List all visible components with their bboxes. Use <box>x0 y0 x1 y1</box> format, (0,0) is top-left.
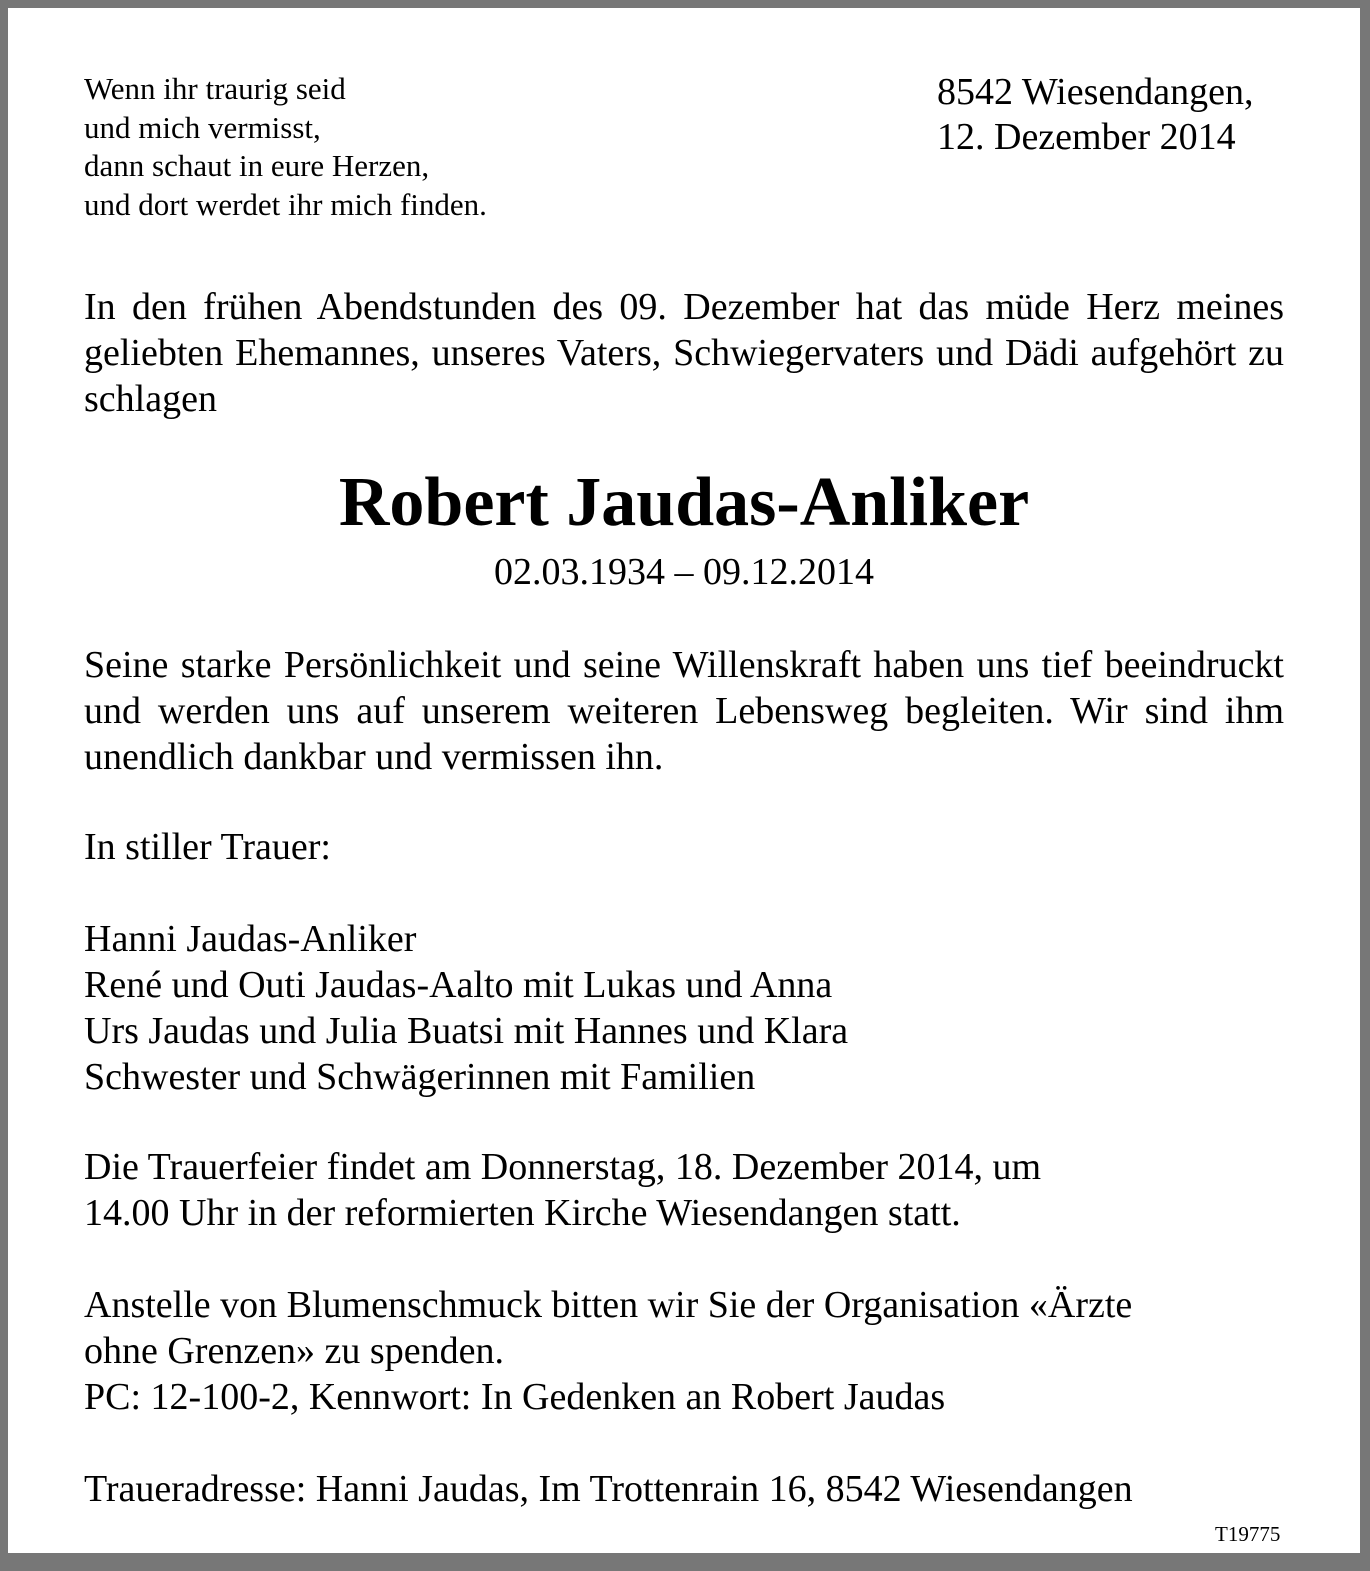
obituary-page <box>8 8 1360 1553</box>
donation-line: Anstelle von Blumenschmuck bitten wir Sie der Organisation «Ärzte <box>84 1284 1133 1326</box>
date-line: 12. Dezember 2014 <box>937 116 1236 158</box>
life-dates: 02.03.1934 – 09.12.2014 <box>494 551 874 593</box>
reference-code: T19775 <box>1215 1522 1281 1546</box>
motto-line: Wenn ihr traurig seid <box>84 71 346 106</box>
donation-account-line: PC: 12-100-2, Kennwort: In Gedenken an Robert Jaudas <box>84 1376 946 1418</box>
funeral-service-info <box>84 1144 1284 1236</box>
motto-line: und mich vermisst, <box>84 109 321 145</box>
motto-line: dann schaut in eure Herzen, <box>84 148 430 183</box>
motto-line: und dort werdet ihr mich finden. <box>84 186 487 222</box>
donation-info <box>84 1282 1284 1420</box>
tribute-paragraph: Seine starke Persönlichkeit und seine Willenskraft haben uns tief beeindruckt und werden uns auf unserem weiteren Lebensweg begleiten. Wir sind ihm unendlich dankbar und vermissen ihn. <box>84 644 1284 778</box>
mourner-entry: René und Outi Jaudas-Aalto mit Lukas und Anna <box>84 964 833 1006</box>
donation-line: ohne Grenzen» zu spenden. <box>84 1330 504 1372</box>
place-and-date <box>937 70 1253 160</box>
mourning-heading: In stiller Trauer: <box>84 826 331 868</box>
mourner-entry: Urs Jaudas und Julia Buatsi mit Hannes und Klara <box>84 1010 849 1052</box>
mourners-list <box>84 916 1284 1100</box>
service-line: 14.00 Uhr in der reformierten Kirche Wiesendangen statt. <box>84 1192 961 1234</box>
motto-verse <box>84 70 487 224</box>
deceased-name: Robert Jaudas-Anliker <box>338 464 1030 541</box>
service-line: Die Trauerfeier findet am Donnerstag, 18. Dezember 2014, um <box>84 1146 1042 1188</box>
mourner-entry: Schwester und Schwägerinnen mit Familien <box>84 1056 756 1098</box>
mourning-address: Traueradresse: Hanni Jaudas, Im Trottenrain 16, 8542 Wiesendangen <box>84 1468 1133 1510</box>
mourner-entry: Hanni Jaudas-Anliker <box>84 918 417 960</box>
place-line: 8542 Wiesendangen, <box>937 71 1254 113</box>
intro-paragraph: In den frühen Abendstunden des 09. Dezember hat das müde Herz meines geliebten Ehemannes, unseres Vaters, Schwiegervaters und Dädi aufgehört zu schlagen <box>84 286 1284 420</box>
